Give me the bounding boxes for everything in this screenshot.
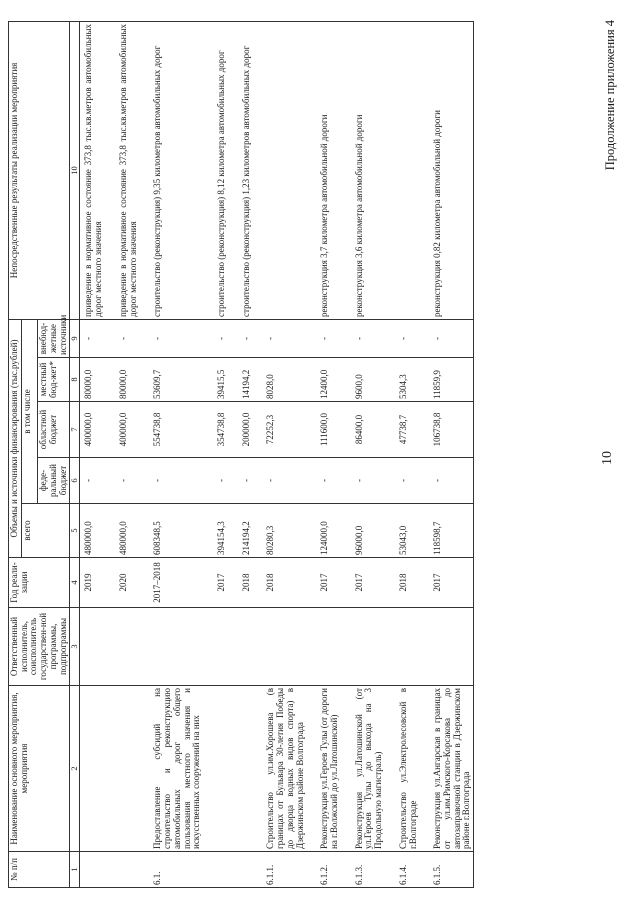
- col-number: 7: [70, 402, 80, 458]
- cell-result: приведение в нормативное состояние 373,8 тыс.кв.метров автомобильных дорог местного значения: [105, 21, 139, 319]
- cell-year: 2017: [203, 558, 228, 608]
- header-incl: в том числе: [21, 319, 37, 503]
- cell-local: 12400,0: [306, 358, 340, 402]
- table-row: [385, 21, 419, 887]
- cell-extrabudget: -: [105, 319, 139, 357]
- cell-local: 11859,9: [419, 358, 473, 402]
- table-row: [252, 21, 306, 887]
- cell-extrabudget: -: [385, 319, 419, 357]
- cell-year: 2017: [306, 558, 340, 608]
- cell-executor: [203, 608, 228, 686]
- cell-extrabudget: -: [139, 319, 203, 357]
- cell-no: [80, 852, 105, 888]
- cell-no: 6.1.3.: [341, 852, 385, 888]
- col-number: 6: [70, 458, 80, 504]
- cell-result: строительство (реконструкция) 1,23 километров автомобильных дорог: [228, 21, 253, 319]
- cell-regional: 106738,8: [419, 402, 473, 458]
- cell-federal: -: [419, 458, 473, 504]
- col-number: 9: [70, 319, 80, 357]
- cell-name: Строительство ул.им.Хорошева (в границах от Бульвара 30-летия Победы до дворца водных видов спорта) в Дзержинском районе Волгограда: [252, 686, 306, 852]
- header-year: Год реали-зации: [9, 558, 70, 608]
- cell-local: 5304,3: [385, 358, 419, 402]
- cell-extrabudget: -: [203, 319, 228, 357]
- cell-name: Строительство ул.Электролесовской в г.Волгограде: [385, 686, 419, 852]
- cell-executor: [252, 608, 306, 686]
- cell-no: 6.1.4.: [385, 852, 419, 888]
- cell-total: 214194,2: [228, 504, 253, 558]
- cell-local: 80000,0: [105, 358, 139, 402]
- cell-regional: 400000,0: [80, 402, 105, 458]
- cell-regional: 354738,8: [203, 402, 228, 458]
- cell-name: [228, 686, 253, 852]
- cell-executor: [419, 608, 473, 686]
- cell-executor: [228, 608, 253, 686]
- cell-total: 53043,0: [385, 504, 419, 558]
- cell-regional: 400000,0: [105, 402, 139, 458]
- funding-table: [8, 21, 474, 888]
- cell-no: 6.1.: [139, 852, 203, 888]
- cell-no: 6.1.1.: [252, 852, 306, 888]
- cell-name: [80, 686, 105, 852]
- cell-year: 2019: [80, 558, 105, 608]
- header-local: местный бюд-жет*: [38, 358, 70, 402]
- cell-total: 394154,3: [203, 504, 228, 558]
- header-total: всего: [21, 504, 70, 558]
- cell-regional: 86400,0: [341, 402, 385, 458]
- cell-no: [228, 852, 253, 888]
- cell-regional: 72252,3: [252, 402, 306, 458]
- cell-regional: 554738,8: [139, 402, 203, 458]
- cell-federal: -: [80, 458, 105, 504]
- table-row: [228, 21, 253, 887]
- cell-year: 2018: [228, 558, 253, 608]
- cell-federal: -: [306, 458, 340, 504]
- cell-extrabudget: -: [419, 319, 473, 357]
- col-number: 5: [70, 504, 80, 558]
- cell-no: [105, 852, 139, 888]
- cell-regional: 47738,7: [385, 402, 419, 458]
- table-row: [105, 21, 139, 887]
- table-row: [139, 21, 203, 887]
- cell-local: 9600,0: [341, 358, 385, 402]
- cell-local: 8028,0: [252, 358, 306, 402]
- cell-federal: -: [203, 458, 228, 504]
- cell-total: 124000,0: [306, 504, 340, 558]
- col-number: 4: [70, 558, 80, 608]
- cell-total: 80280,3: [252, 504, 306, 558]
- table-row: [80, 21, 105, 887]
- cell-result: приведение в нормативное состояние 373,8 тыс.кв.метров автомобильных дорог местного значения: [80, 21, 105, 319]
- header-regional: областной бюджет: [38, 402, 70, 458]
- cell-extrabudget: -: [252, 319, 306, 357]
- table-row: [306, 21, 340, 887]
- col-number: 8: [70, 358, 80, 402]
- header-executor: Ответственный исполнитель, соисполнитель государствен-ной программы, подпрограммы: [9, 608, 70, 686]
- cell-result: [385, 21, 419, 319]
- cell-no: [203, 852, 228, 888]
- cell-year: 2020: [105, 558, 139, 608]
- cell-extrabudget: -: [228, 319, 253, 357]
- cell-total: 96000,0: [341, 504, 385, 558]
- cell-no: 6.1.2.: [306, 852, 340, 888]
- cell-extrabudget: -: [306, 319, 340, 357]
- cell-result: строительство (реконструкция) 8,12 километра автомобильных дорог: [203, 21, 228, 319]
- header-federal: феде-ральный бюджет: [38, 458, 70, 504]
- cell-year: 2017: [419, 558, 473, 608]
- cell-name: [105, 686, 139, 852]
- cell-name: Реконструкция ул.Ангарская в границах от ул.им.Римского-Корсакова до автозаправочной станции в Дзержинском районе г.Волгограда: [419, 686, 473, 852]
- col-number: 1: [70, 852, 80, 888]
- cell-name: Реконструкция ул.Латошинской (от ул.Героев Тулы до выхода на 3 Продольную магистраль): [341, 686, 385, 852]
- cell-federal: -: [228, 458, 253, 504]
- cell-executor: [385, 608, 419, 686]
- cell-result: реконструкция 3,6 километра автомобильной дороги: [341, 21, 385, 319]
- cell-result: [252, 21, 306, 319]
- header-funding: Объемы и источники финансирования (тыс.рублей): [9, 319, 22, 557]
- cell-executor: [341, 608, 385, 686]
- cell-result: строительство (реконструкция) 9,35 километров автомобильных дорог: [139, 21, 203, 319]
- cell-federal: -: [105, 458, 139, 504]
- col-number: 3: [70, 608, 80, 686]
- col-number: 2: [70, 686, 80, 852]
- cell-regional: 200000,0: [228, 402, 253, 458]
- header-no: № п/п: [9, 852, 70, 888]
- cell-year: 2017: [341, 558, 385, 608]
- header-extrabudget: внебюд-жетные источники: [38, 319, 70, 357]
- col-number: 10: [70, 21, 80, 319]
- cell-federal: -: [252, 458, 306, 504]
- cell-total: 480000,0: [105, 504, 139, 558]
- header-name: Наименование основного мероприятия, мероприятия: [9, 686, 70, 852]
- cell-local: 53609,7: [139, 358, 203, 402]
- cell-name: Предоставление субсидий на строительство и реконструкцию автомобильных дорог общего пользования местного значения и искусственных сооружений на них: [139, 686, 203, 852]
- header-result: Непосредственные результаты реализации мероприятия: [9, 21, 70, 319]
- cell-total: 480000,0: [80, 504, 105, 558]
- cell-executor: [139, 608, 203, 686]
- cell-local: 14194,2: [228, 358, 253, 402]
- cell-regional: 111600,0: [306, 402, 340, 458]
- cell-local: 39415,5: [203, 358, 228, 402]
- cell-executor: [105, 608, 139, 686]
- cell-federal: -: [139, 458, 203, 504]
- page-number: 10: [600, 451, 615, 465]
- cell-result: реконструкция 0,82 километра автомобильной дороги: [419, 21, 473, 319]
- cell-executor: [306, 608, 340, 686]
- cell-federal: -: [341, 458, 385, 504]
- cell-federal: -: [385, 458, 419, 504]
- cell-year: 2017–2018: [139, 558, 203, 608]
- cell-total: 608348,5: [139, 504, 203, 558]
- cell-extrabudget: -: [341, 319, 385, 357]
- cell-year: 2018: [252, 558, 306, 608]
- cell-no: 6.1.5.: [419, 852, 473, 888]
- cell-local: 80000,0: [80, 358, 105, 402]
- cell-year: 2018: [385, 558, 419, 608]
- table-body: [80, 21, 474, 887]
- cell-total: 118598,7: [419, 504, 473, 558]
- cell-result: реконструкция 3,7 километра автомобильной дороги: [306, 21, 340, 319]
- table-row: [203, 21, 228, 887]
- cell-name: [203, 686, 228, 852]
- table-row: [341, 21, 385, 887]
- table-row: [419, 21, 473, 887]
- cell-name: Реконструкция ул.Героев Тулы (от дороги на г.Волжский до ул.Латошинской): [306, 686, 340, 852]
- appendix-caption: Продолжение приложения 4: [603, 20, 617, 171]
- cell-executor: [80, 608, 105, 686]
- cell-extrabudget: -: [80, 319, 105, 357]
